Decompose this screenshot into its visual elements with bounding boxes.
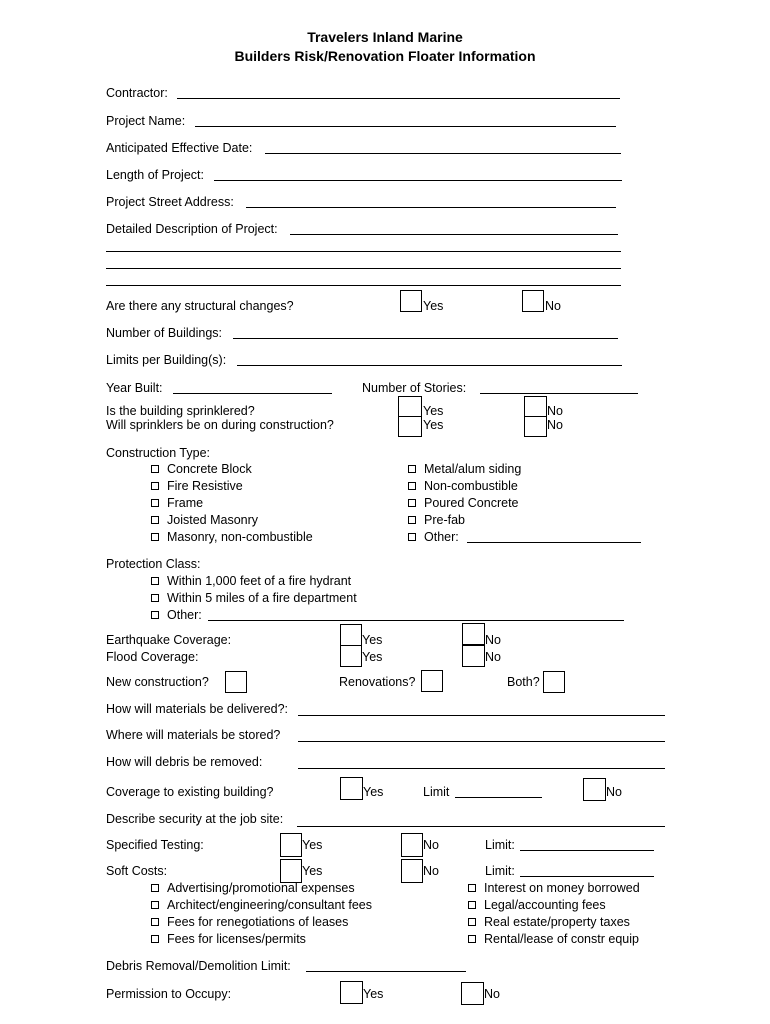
- renovations-label: Renovations?: [339, 675, 416, 689]
- protection-other-input-line[interactable]: [208, 620, 624, 621]
- new-construction-checkbox[interactable]: [225, 671, 247, 693]
- construction-option-label: Other:: [424, 530, 459, 544]
- protection-class-heading: Protection Class:: [106, 557, 201, 571]
- existing-building-label: Coverage to existing building?: [106, 785, 274, 799]
- soft-cost-option-label: Rental/lease of constr equip: [484, 932, 639, 946]
- protection-option-label: Within 1,000 feet of a fire hydrant: [167, 574, 352, 588]
- soft-cost-checkbox[interactable]: [468, 918, 476, 926]
- construction-checkbox[interactable]: [151, 499, 159, 507]
- testing-no-label: No: [423, 838, 439, 852]
- materials-delivered-label: How will materials be delivered?:: [106, 702, 289, 716]
- flood-label: Flood Coverage:: [106, 650, 199, 664]
- existing-no-label: No: [606, 785, 622, 799]
- sprinklers-on-yes-checkbox[interactable]: [398, 416, 422, 437]
- sprinklered-yes-label: Yes: [423, 404, 444, 418]
- debris-removed-label: How will debris be removed:: [106, 755, 263, 769]
- security-input-line[interactable]: [297, 826, 665, 827]
- project-length-input-line[interactable]: [214, 180, 622, 181]
- earthquake-yes-label: Yes: [362, 633, 383, 647]
- limits-building-label: Limits per Building(s):: [106, 353, 227, 367]
- security-label: Describe security at the job site:: [106, 812, 284, 826]
- num-buildings-label: Number of Buildings:: [106, 326, 223, 340]
- soft-cost-option-label: Architect/engineering/consultant fees: [167, 898, 372, 912]
- construction-checkbox[interactable]: [151, 482, 159, 490]
- project-name-input-line[interactable]: [195, 126, 616, 127]
- structural-no-label: No: [545, 299, 561, 313]
- soft-costs-limit-input-line[interactable]: [520, 876, 654, 877]
- structural-changes-label: Are there any structural changes?: [106, 299, 294, 313]
- earthquake-no-label: No: [485, 633, 501, 647]
- soft-costs-limit-label: Limit:: [485, 864, 515, 878]
- construction-other-input-line[interactable]: [467, 542, 641, 543]
- soft-cost-option-label: Legal/accounting fees: [484, 898, 606, 912]
- protection-checkbox[interactable]: [151, 594, 159, 602]
- testing-limit-input-line[interactable]: [520, 850, 654, 851]
- debris-limit-input-line[interactable]: [306, 971, 466, 972]
- soft-costs-label: Soft Costs:: [106, 864, 168, 878]
- structural-yes-checkbox[interactable]: [400, 290, 422, 312]
- construction-checkbox[interactable]: [408, 533, 416, 541]
- existing-limit-label: Limit: [423, 785, 450, 799]
- num-stories-input-line[interactable]: [480, 393, 638, 394]
- permission-label: Permission to Occupy:: [106, 987, 232, 1001]
- testing-yes-checkbox[interactable]: [280, 833, 302, 857]
- protection-option-label: Other:: [167, 608, 202, 622]
- project-name-label: Project Name:: [106, 114, 186, 128]
- soft-cost-option-label: Fees for renegotiations of leases: [167, 915, 349, 929]
- flood-yes-label: Yes: [362, 650, 383, 664]
- soft-costs-no-label: No: [423, 864, 439, 878]
- permission-yes-checkbox[interactable]: [340, 981, 363, 1004]
- earthquake-no-checkbox[interactable]: [462, 623, 485, 645]
- materials-delivered-input-line[interactable]: [298, 715, 665, 716]
- protection-checkbox[interactable]: [151, 577, 159, 585]
- description-label: Detailed Description of Project:: [106, 222, 278, 236]
- year-built-label: Year Built:: [106, 381, 163, 395]
- sprinklered-no-checkbox[interactable]: [524, 396, 547, 417]
- sprinklers-on-label: Will sprinklers be on during construction?: [106, 418, 334, 432]
- description-input-line[interactable]: [290, 234, 618, 235]
- soft-cost-option-label: Advertising/promotional expenses: [167, 881, 355, 895]
- testing-limit-label: Limit:: [485, 838, 515, 852]
- street-address-label: Project Street Address:: [106, 195, 234, 209]
- construction-checkbox[interactable]: [408, 499, 416, 507]
- testing-no-checkbox[interactable]: [401, 833, 423, 857]
- renovations-checkbox[interactable]: [421, 670, 443, 692]
- effective-date-input-line[interactable]: [265, 153, 621, 154]
- soft-cost-checkbox[interactable]: [468, 935, 476, 943]
- existing-yes-checkbox[interactable]: [340, 777, 363, 800]
- construction-checkbox[interactable]: [408, 465, 416, 473]
- construction-checkbox[interactable]: [408, 516, 416, 524]
- limits-building-input-line[interactable]: [237, 365, 622, 366]
- construction-option-label: Fire Resistive: [167, 479, 243, 493]
- year-built-input-line[interactable]: [173, 393, 332, 394]
- debris-removed-input-line[interactable]: [298, 768, 665, 769]
- soft-cost-checkbox[interactable]: [151, 935, 159, 943]
- construction-checkbox[interactable]: [151, 533, 159, 541]
- construction-option-label: Non-combustible: [424, 479, 518, 493]
- flood-no-checkbox[interactable]: [462, 645, 485, 667]
- construction-checkbox[interactable]: [151, 516, 159, 524]
- permission-no-checkbox[interactable]: [461, 982, 484, 1005]
- effective-date-label: Anticipated Effective Date:: [106, 141, 253, 155]
- testing-yes-label: Yes: [302, 838, 323, 852]
- form-subtitle: Builders Risk/Renovation Floater Information: [234, 48, 536, 64]
- street-address-input-line[interactable]: [246, 207, 616, 208]
- soft-cost-checkbox[interactable]: [468, 901, 476, 909]
- soft-cost-checkbox[interactable]: [151, 918, 159, 926]
- construction-option-label: Poured Concrete: [424, 496, 519, 510]
- num-stories-label: Number of Stories:: [362, 381, 467, 395]
- existing-limit-input-line[interactable]: [455, 797, 542, 798]
- existing-yes-label: Yes: [363, 785, 384, 799]
- both-label: Both?: [507, 675, 540, 689]
- soft-costs-no-checkbox[interactable]: [401, 859, 423, 883]
- soft-cost-option-label: Interest on money borrowed: [484, 881, 640, 895]
- contractor-input-line[interactable]: [177, 98, 620, 99]
- soft-cost-option-label: Fees for licenses/permits: [167, 932, 306, 946]
- construction-option-label: Pre-fab: [424, 513, 465, 527]
- permission-no-label: No: [484, 987, 500, 1001]
- materials-stored-input-line[interactable]: [298, 741, 665, 742]
- construction-option-label: Masonry, non-combustible: [167, 530, 313, 544]
- description-input-line[interactable]: [106, 285, 621, 286]
- new-construction-label: New construction?: [106, 675, 209, 689]
- soft-costs-yes-checkbox[interactable]: [280, 859, 302, 883]
- structural-yes-label: Yes: [423, 299, 444, 313]
- construction-option-label: Frame: [167, 496, 204, 510]
- construction-option-label: Concrete Block: [167, 462, 252, 476]
- flood-yes-checkbox[interactable]: [340, 645, 362, 667]
- earthquake-yes-checkbox[interactable]: [340, 624, 362, 646]
- structural-no-checkbox[interactable]: [522, 290, 544, 312]
- soft-costs-yes-label: Yes: [302, 864, 323, 878]
- soft-cost-checkbox[interactable]: [151, 884, 159, 892]
- construction-option-label: Metal/alum siding: [424, 462, 522, 476]
- materials-stored-label: Where will materials be stored?: [106, 728, 281, 742]
- construction-type-heading: Construction Type:: [106, 446, 210, 460]
- construction-option-label: Joisted Masonry: [167, 513, 259, 527]
- protection-checkbox[interactable]: [151, 611, 159, 619]
- existing-no-checkbox[interactable]: [583, 778, 606, 801]
- num-buildings-input-line[interactable]: [233, 338, 618, 339]
- project-length-label: Length of Project:: [106, 168, 204, 182]
- description-input-line[interactable]: [106, 251, 621, 252]
- sprinklered-label: Is the building sprinklered?: [106, 404, 255, 418]
- construction-checkbox[interactable]: [408, 482, 416, 490]
- sprinklered-yes-checkbox[interactable]: [398, 396, 422, 417]
- sprinklered-no-label: No: [547, 404, 563, 418]
- contractor-label: Contractor:: [106, 86, 168, 100]
- flood-no-label: No: [485, 650, 501, 664]
- form-title: Travelers Inland Marine: [307, 29, 463, 45]
- permission-yes-label: Yes: [363, 987, 384, 1001]
- description-input-line[interactable]: [106, 268, 621, 269]
- sprinklers-on-no-checkbox[interactable]: [524, 416, 547, 437]
- earthquake-label: Earthquake Coverage:: [106, 633, 232, 647]
- debris-limit-label: Debris Removal/Demolition Limit:: [106, 959, 291, 973]
- specified-testing-label: Specified Testing:: [106, 838, 204, 852]
- protection-option-label: Within 5 miles of a fire department: [167, 591, 357, 605]
- soft-cost-option-label: Real estate/property taxes: [484, 915, 630, 929]
- sprinklers-on-yes-label: Yes: [423, 418, 444, 432]
- soft-cost-checkbox[interactable]: [151, 901, 159, 909]
- both-checkbox[interactable]: [543, 671, 565, 693]
- sprinklers-on-no-label: No: [547, 418, 563, 432]
- soft-cost-checkbox[interactable]: [468, 884, 476, 892]
- construction-checkbox[interactable]: [151, 465, 159, 473]
